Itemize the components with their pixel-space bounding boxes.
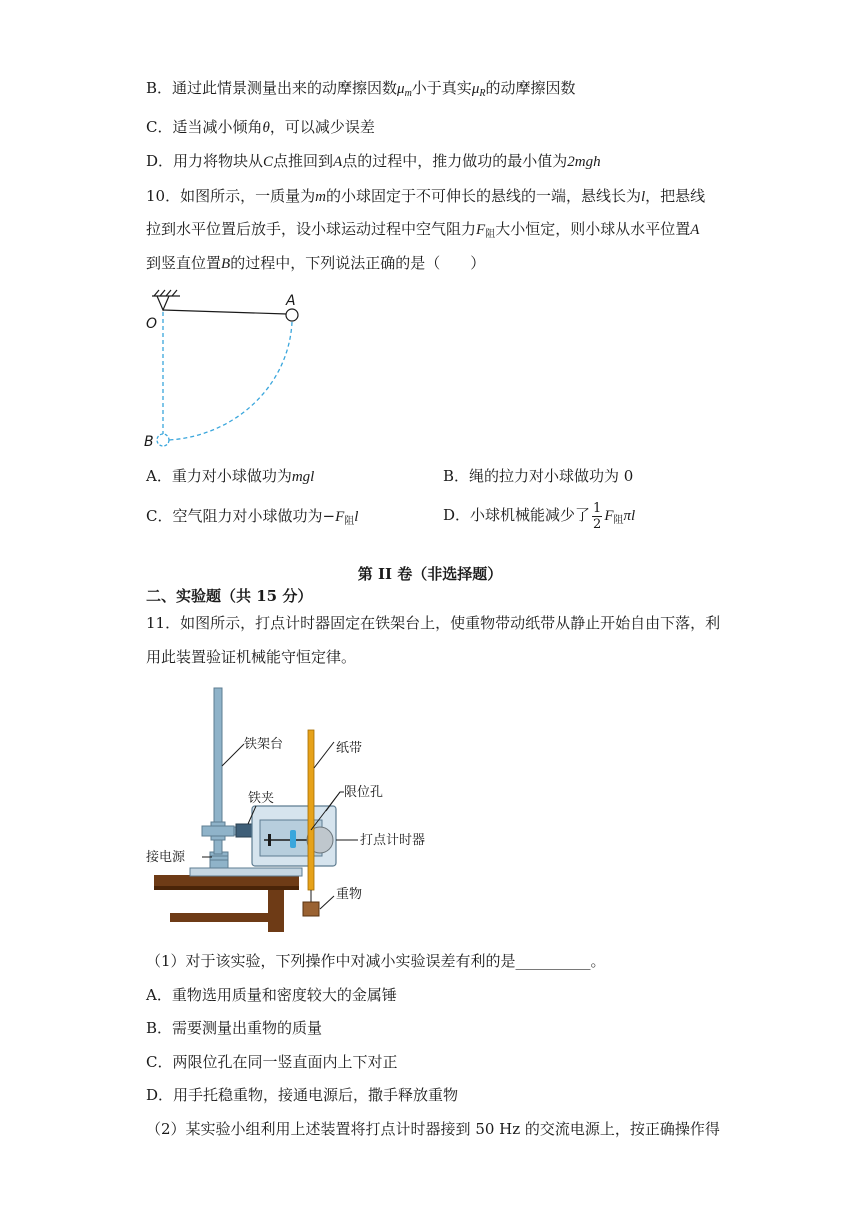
- q9-option-b: B．通过此情景测量出来的动摩擦因数$\mu_m$小于真实$\mu_R$的动摩擦因数: [146, 79, 576, 99]
- q10-stem-line-2: 拉到水平位置后放手，设小球运动过程中空气阻力$F_阻$大小恒定，则小球从水平位置A: [146, 220, 700, 240]
- section-title: 二、实验题（共 15 分）: [146, 587, 313, 605]
- ball-at-a: [286, 309, 298, 321]
- q10-option-a: A．重力对小球做功为mgl: [146, 467, 315, 485]
- q10-stem-line-1: 10．如图所示，一质量为m的小球固定于不可伸长的悬线的一端，悬线长为l，把悬线: [146, 187, 706, 205]
- apparatus-diagram: [140, 680, 450, 935]
- q11-stem-line-2: 用此装置验证机械能守恒定律。: [146, 648, 357, 666]
- table-top: [154, 875, 299, 886]
- table-crossbar: [170, 913, 270, 922]
- label-tape: 纸带: [336, 741, 363, 756]
- part-two-title: 第 II 卷（非选择题）: [357, 565, 503, 583]
- q11-option-b: B．需要测量出重物的质量: [146, 1019, 323, 1037]
- label-holes: 限位孔: [344, 785, 384, 800]
- q10-stem-line-3: 到竖直位置B的过程中，下列说法正确的是（ ）: [146, 254, 486, 272]
- q11-option-d: D．用手托稳重物，接通电源后，撒手释放重物: [146, 1086, 459, 1104]
- q9-option-c: C．适当减小倾角θ，可以减少误差: [146, 118, 375, 136]
- q11-option-c: C．两限位孔在同一竖直面内上下对正: [146, 1053, 398, 1071]
- ball-at-b: [157, 434, 169, 446]
- label-clamp: 铁夹: [248, 791, 275, 806]
- pendulum-diagram: [140, 288, 310, 453]
- q10-option-b: B．绳的拉力对小球做功为 0: [443, 467, 634, 485]
- table-leg: [268, 890, 284, 932]
- string-horizontal: [163, 310, 287, 314]
- trajectory-arc: [169, 322, 292, 440]
- label-weight: 重物: [336, 887, 363, 902]
- label-b: B: [144, 434, 154, 450]
- q9-option-d: D．用力将物块从C点推回到A点的过程中，推力做功的最小值为2mgh: [146, 152, 601, 170]
- paper-tape: [308, 730, 314, 890]
- label-a: A: [286, 293, 296, 309]
- ceiling-hatch: [152, 290, 180, 310]
- label-stand: 铁架台: [244, 737, 284, 752]
- fraction-one-half: $\frac{1}{2}$: [593, 500, 602, 532]
- label-timer: 打点计时器: [360, 833, 426, 848]
- q11-stem-line-1: 11．如图所示，打点计时器固定在铁架台上，使重物带动纸带从静止开始自由下落，利: [146, 614, 721, 632]
- label-power: 接电源: [146, 850, 186, 865]
- q10-option-d: D．小球机械能减少了 $\frac{1}{2}$ $F_阻\pi l$: [443, 500, 636, 532]
- q11-sub-question-2: （2）某实验小组利用上述装置将打点计时器接到 50 Hz 的交流电源上，按正确操作得: [146, 1120, 720, 1138]
- stand-base: [190, 868, 302, 876]
- q10-option-c: C．空气阻力对小球做功为$-F_阻l$: [146, 507, 359, 527]
- table-top-edge: [154, 886, 299, 890]
- label-o: O: [146, 316, 158, 332]
- weight-block: [303, 902, 319, 916]
- q11-sub-question-1: （1）对于该实验，下列操作中对减小实验误差有利的是__________。: [146, 952, 606, 970]
- q11-option-a: A．重物选用质量和密度较大的金属锤: [146, 986, 397, 1004]
